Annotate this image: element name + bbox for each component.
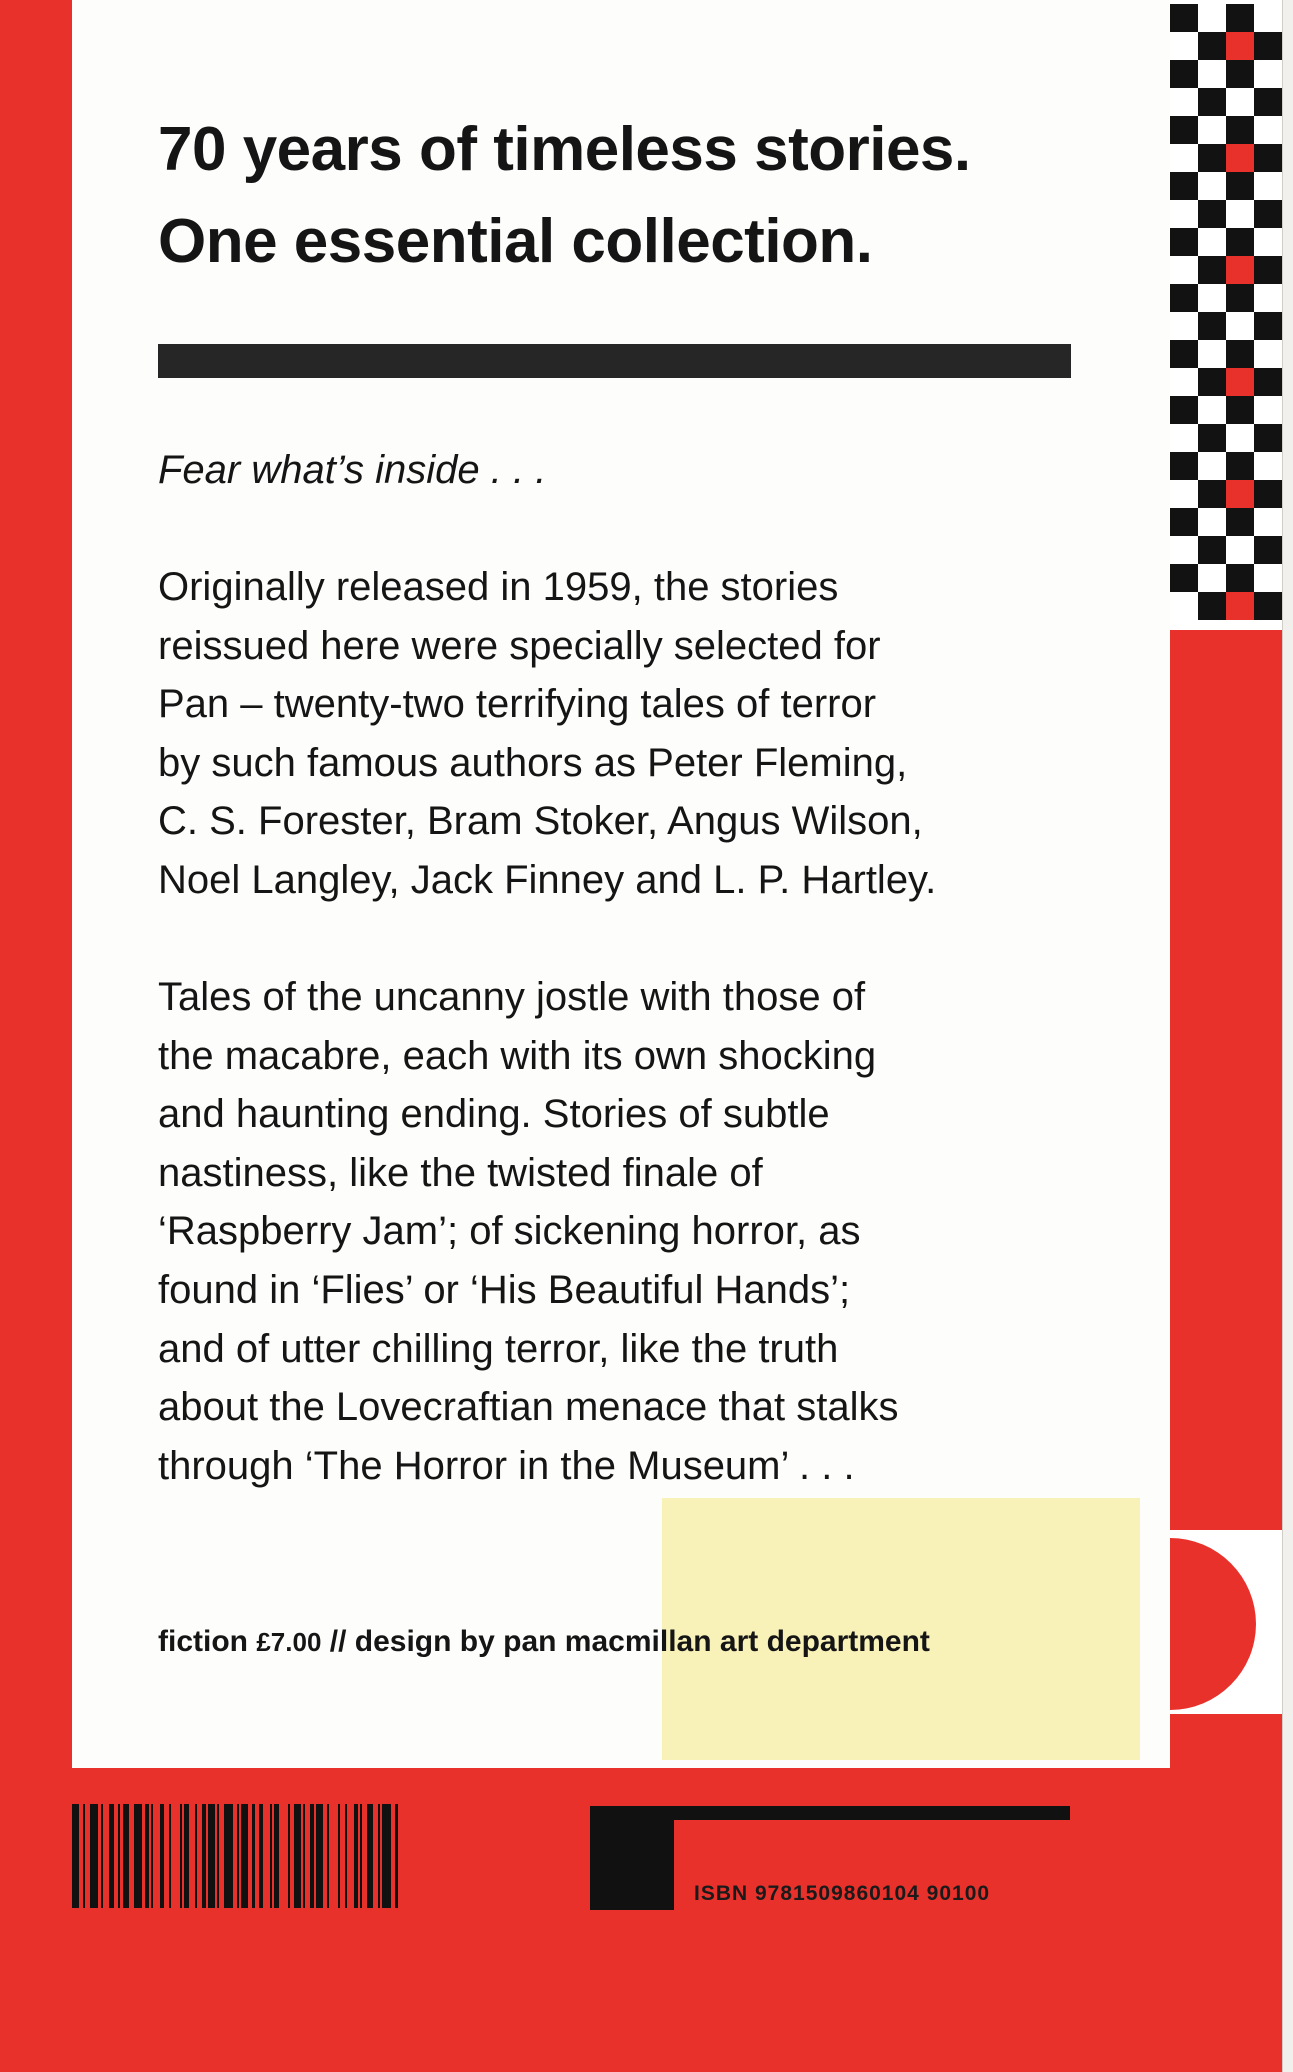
checker-cell bbox=[1170, 368, 1198, 396]
tagline: Fear what’s inside . . . bbox=[158, 448, 547, 492]
checker-cell bbox=[1170, 256, 1198, 284]
barcode-bar bbox=[259, 1804, 263, 1908]
checker-cell bbox=[1170, 396, 1198, 424]
checker-cell bbox=[1226, 88, 1254, 116]
barcode-bar bbox=[83, 1804, 85, 1908]
genre-label: fiction bbox=[158, 1625, 248, 1658]
checker-cell bbox=[1198, 312, 1226, 340]
barcode-bar bbox=[224, 1804, 233, 1908]
barcode-bar bbox=[316, 1804, 323, 1908]
checker-cell bbox=[1170, 228, 1198, 256]
checker-cell bbox=[1254, 60, 1282, 88]
checker-cell bbox=[1198, 368, 1226, 396]
headline-line-2: One essential collection. bbox=[158, 207, 873, 276]
checker-cell bbox=[1170, 144, 1198, 172]
checker-cell bbox=[1226, 424, 1254, 452]
barcode-bar bbox=[241, 1804, 248, 1908]
barcode-bar bbox=[151, 1804, 153, 1908]
checker-cell bbox=[1254, 4, 1282, 32]
paragraph-1-line: C. S. Forester, Bram Stoker, Angus Wilson, bbox=[158, 799, 923, 844]
checker-cell bbox=[1254, 536, 1282, 564]
blurb-paragraph-1 bbox=[158, 558, 1118, 910]
checker-cell bbox=[1254, 284, 1282, 312]
checker-cell bbox=[1254, 88, 1282, 116]
barcode-bar bbox=[123, 1804, 130, 1908]
checker-cell bbox=[1226, 116, 1254, 144]
headline bbox=[158, 104, 1118, 288]
checker-cell bbox=[1170, 4, 1198, 32]
paragraph-2-line: ‘Raspberry Jam’; of sickening horror, as bbox=[158, 1209, 861, 1254]
barcode-bar bbox=[195, 1804, 197, 1908]
checker-cell bbox=[1198, 480, 1226, 508]
paragraph-2-line: through ‘The Horror in the Museum’ . . . bbox=[158, 1443, 855, 1488]
checker-cell bbox=[1226, 536, 1254, 564]
checker-cell bbox=[1254, 340, 1282, 368]
checker-cell bbox=[1226, 144, 1254, 172]
right-red-panel bbox=[1170, 630, 1282, 1530]
checker-cell bbox=[1226, 228, 1254, 256]
checker-cell bbox=[1254, 480, 1282, 508]
checker-cell bbox=[1170, 452, 1198, 480]
paragraph-2-line: nastiness, like the twisted finale of bbox=[158, 1150, 763, 1195]
blurb-paragraph-2 bbox=[158, 968, 1118, 1495]
paragraph-1-line: Originally released in 1959, the stories bbox=[158, 565, 839, 609]
paragraph-1-line: reissued here were specially selected for bbox=[158, 623, 881, 668]
barcode-bar bbox=[72, 1804, 79, 1908]
isbn-black-block bbox=[590, 1820, 674, 1910]
paragraph-2-line: about the Lovecraftian menace that stalks bbox=[158, 1385, 899, 1430]
barcode-bar bbox=[237, 1804, 239, 1908]
paragraph-1-line: Pan – twenty-two terrifying tales of terror bbox=[158, 682, 877, 727]
checker-cell bbox=[1198, 564, 1226, 592]
checker-cell bbox=[1254, 144, 1282, 172]
checker-cell bbox=[1226, 312, 1254, 340]
checker-cell bbox=[1170, 564, 1198, 592]
barcode-bar bbox=[202, 1804, 206, 1908]
checker-cell bbox=[1198, 536, 1226, 564]
checker-cell bbox=[1226, 256, 1254, 284]
paragraph-2-line: found in ‘Flies’ or ‘His Beautiful Hands’; bbox=[158, 1267, 851, 1312]
checker-cell bbox=[1226, 396, 1254, 424]
barcode-bar bbox=[360, 1804, 362, 1908]
credits-line bbox=[158, 1622, 930, 1662]
barcode-bar bbox=[160, 1804, 164, 1908]
barcode-bar bbox=[217, 1804, 219, 1908]
lower-checkerboard-pattern bbox=[1248, 1760, 1282, 2072]
barcode-bar bbox=[395, 1804, 397, 1908]
checker-cell bbox=[1198, 88, 1226, 116]
barcode-bar bbox=[367, 1804, 374, 1908]
checkerboard-pattern bbox=[1170, 0, 1282, 630]
barcode-bar bbox=[208, 1804, 215, 1908]
barcode-bar bbox=[345, 1804, 347, 1908]
checker-cell bbox=[1170, 284, 1198, 312]
checker-cell bbox=[1170, 508, 1198, 536]
paragraph-1-line: Noel Langley, Jack Finney and L. P. Hartley. bbox=[158, 857, 937, 902]
checker-cell bbox=[1170, 200, 1198, 228]
checker-cell bbox=[1198, 592, 1226, 620]
checker-cell bbox=[1254, 32, 1282, 60]
checker-cell bbox=[1226, 452, 1254, 480]
checker-cell bbox=[1254, 424, 1282, 452]
checker-cell bbox=[1226, 200, 1254, 228]
black-rule bbox=[158, 344, 1071, 378]
barcode-bar bbox=[327, 1804, 329, 1908]
headline-line-1: 70 years of timeless stories. bbox=[158, 115, 971, 184]
checker-cell bbox=[1254, 564, 1282, 592]
checker-cell bbox=[1254, 452, 1282, 480]
checker-cell bbox=[1198, 144, 1226, 172]
barcode-bar bbox=[303, 1804, 305, 1908]
barcode-bar bbox=[145, 1804, 149, 1908]
paragraph-2-line: the macabre, each with its own shocking bbox=[158, 1033, 877, 1078]
left-red-band bbox=[0, 0, 72, 2072]
barcode-bar bbox=[274, 1804, 278, 1908]
checker-cell bbox=[1254, 396, 1282, 424]
paragraph-2-line: and haunting ending. Stories of subtle bbox=[158, 1092, 830, 1137]
barcode-bar bbox=[378, 1804, 380, 1908]
checker-cell bbox=[1198, 32, 1226, 60]
spine-edge bbox=[1282, 0, 1293, 2072]
checker-cell bbox=[1198, 256, 1226, 284]
barcode-bar bbox=[252, 1804, 254, 1908]
credits-separator: // bbox=[329, 1625, 347, 1658]
checker-cell bbox=[1198, 228, 1226, 256]
checker-cell bbox=[1170, 312, 1198, 340]
checker-cell bbox=[1198, 340, 1226, 368]
checker-cell bbox=[1198, 60, 1226, 88]
barcode-bar bbox=[118, 1804, 120, 1908]
checker-cell bbox=[1198, 396, 1226, 424]
checker-cell bbox=[1254, 228, 1282, 256]
checker-cell bbox=[1226, 368, 1254, 396]
checker-cell bbox=[1198, 452, 1226, 480]
paragraph-1-line: by such famous authors as Peter Fleming, bbox=[158, 740, 908, 785]
checker-cell bbox=[1198, 508, 1226, 536]
checker-cell bbox=[1226, 592, 1254, 620]
checker-cell bbox=[1198, 424, 1226, 452]
design-credit: design by pan macmillan art department bbox=[354, 1625, 930, 1658]
checker-cell bbox=[1226, 32, 1254, 60]
checker-cell bbox=[1226, 508, 1254, 536]
barcode-bar bbox=[310, 1804, 314, 1908]
barcode-bar bbox=[288, 1804, 290, 1908]
isbn-top-bar bbox=[590, 1806, 1070, 1820]
checker-cell bbox=[1170, 172, 1198, 200]
checker-cell bbox=[1254, 508, 1282, 536]
barcode-bar bbox=[101, 1804, 103, 1908]
price-label: £7.00 bbox=[256, 1627, 322, 1657]
checker-cell bbox=[1226, 284, 1254, 312]
checker-cell bbox=[1254, 256, 1282, 284]
barcode-bar bbox=[294, 1804, 301, 1908]
checker-cell bbox=[1170, 116, 1198, 144]
checker-cell bbox=[1198, 172, 1226, 200]
checker-cell bbox=[1170, 592, 1198, 620]
checker-cell bbox=[1170, 480, 1198, 508]
checker-cell bbox=[1198, 4, 1226, 32]
checker-cell bbox=[1198, 200, 1226, 228]
barcode-bar bbox=[180, 1804, 182, 1908]
checker-cell bbox=[1198, 116, 1226, 144]
barcode-bar bbox=[90, 1804, 99, 1908]
checker-cell bbox=[1254, 200, 1282, 228]
paragraph-2-line: and of utter chilling terror, like the truth bbox=[158, 1326, 839, 1371]
checker-cell bbox=[1226, 564, 1254, 592]
checker-cell bbox=[1170, 32, 1198, 60]
barcode bbox=[72, 1804, 542, 1908]
checker-cell bbox=[1226, 340, 1254, 368]
checker-cell bbox=[1226, 60, 1254, 88]
checker-cell bbox=[1170, 60, 1198, 88]
paragraph-2-line: Tales of the uncanny jostle with those of bbox=[158, 975, 866, 1019]
checker-cell bbox=[1226, 4, 1254, 32]
checker-cell bbox=[1254, 312, 1282, 340]
checker-cell bbox=[1170, 424, 1198, 452]
barcode-bar bbox=[134, 1804, 143, 1908]
checker-cell bbox=[1198, 284, 1226, 312]
checker-cell bbox=[1254, 116, 1282, 144]
checker-cell bbox=[1170, 536, 1198, 564]
barcode-bar bbox=[169, 1804, 171, 1908]
checker-cell bbox=[1170, 88, 1198, 116]
barcode-bar bbox=[270, 1804, 272, 1908]
checker-cell bbox=[1254, 172, 1282, 200]
barcode-bar bbox=[354, 1804, 358, 1908]
isbn-number: ISBN 9781509860104 90100 bbox=[694, 1882, 991, 1905]
checker-cell bbox=[1226, 480, 1254, 508]
barcode-bar bbox=[382, 1804, 391, 1908]
checker-cell bbox=[1254, 592, 1282, 620]
barcode-bar bbox=[338, 1804, 340, 1908]
barcode-bar bbox=[184, 1804, 188, 1908]
checker-cell bbox=[1254, 368, 1282, 396]
barcode-bar bbox=[109, 1804, 113, 1908]
checker-cell bbox=[1226, 172, 1254, 200]
checker-cell bbox=[1170, 340, 1198, 368]
